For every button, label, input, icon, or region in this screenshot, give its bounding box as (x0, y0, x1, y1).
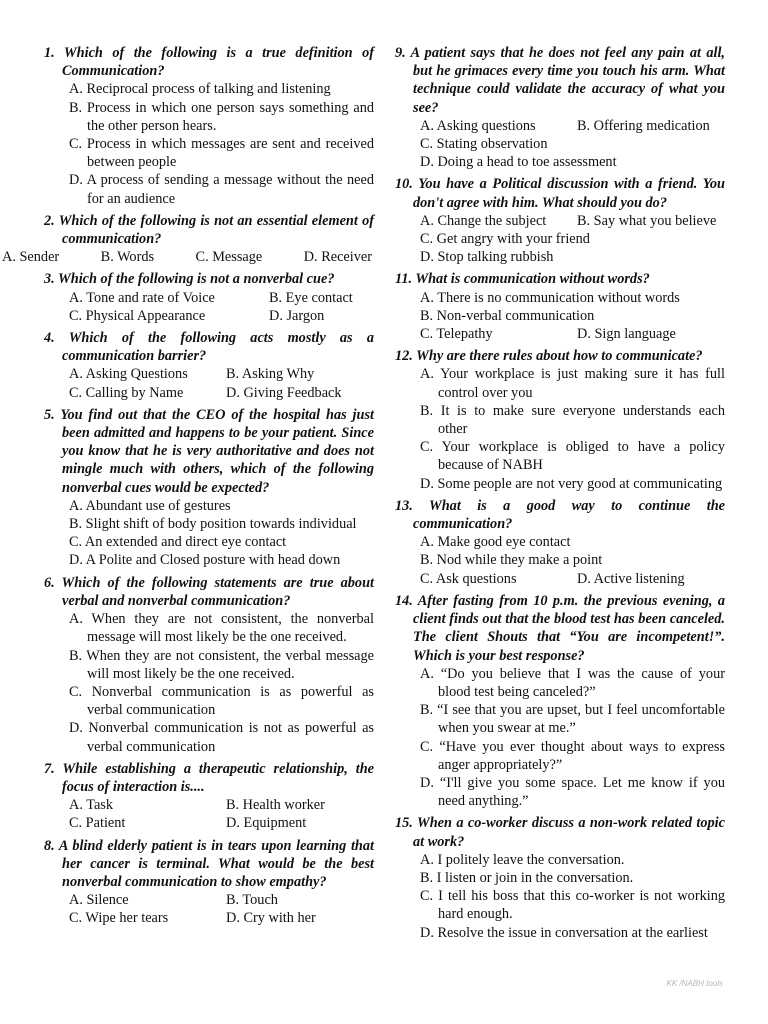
option-a: A. Sender (2, 249, 60, 266)
option-d: D. Active listening (577, 570, 685, 587)
option-a: A. When they are not consistent, the nonverbal message will most likely be the one received. (69, 611, 374, 646)
question-4 (44, 329, 374, 402)
option-a: A. Task (69, 797, 114, 814)
option-c: C. Nonverbal communication is as powerful as verbal communication (69, 683, 374, 719)
option-b: B. When they are not consistent, the verbal message will most likely be the one received. (69, 647, 374, 682)
option-c: C. Ask questions (420, 570, 517, 587)
question-13 (395, 497, 725, 588)
question-text: 4. Which of the following acts mostly as a communication barrier? (44, 330, 374, 365)
option-a: A. Change the subject (420, 212, 547, 229)
question-10 (395, 175, 725, 266)
question-text: 2. Which of the following is not an essential element of communication? (44, 212, 374, 248)
question-text: 13. What is a good way to continue the communication? (395, 497, 725, 533)
option-d: D. Cry with her (226, 910, 316, 927)
option-d: D. Sign language (577, 326, 676, 343)
option-d: D. A process of sending a message without the need for an audience (69, 172, 374, 207)
option-c: C. I tell his boss that this co-worker is not working hard enough. (420, 888, 725, 923)
option-d: D. Giving Feedback (226, 384, 342, 401)
option-a: A. Abundant use of gestures (69, 497, 231, 514)
question-text: 14. After fasting from 10 p.m. the previous evening, a client finds out that the blood test has been canceled. The client Shouts that “You are incompetent!”. Which is your best response? (395, 592, 725, 664)
option-c: C. Message (195, 249, 263, 266)
option-c: C. Process in which messages are sent and received between people (69, 136, 374, 171)
option-c: C. An extended and direct eye contact (69, 534, 287, 551)
question-9 (395, 44, 725, 171)
question-3 (44, 270, 374, 325)
left-column (2, 44, 374, 932)
option-b: B. Words (100, 249, 155, 266)
question-text: 6. Which of the following statements are true about verbal and nonverbal communication? (44, 574, 374, 609)
option-b: B. “I see that you are upset, but I feel uncomfortable when you swear at me.” (420, 702, 725, 737)
option-b: B. Health worker (226, 797, 325, 814)
option-a: A. Asking Questions (69, 366, 188, 383)
option-b: B. Eye contact (269, 289, 353, 306)
right-column (395, 44, 725, 946)
option-d: D. Jargon (269, 307, 325, 324)
option-d: D. A Polite and Closed posture with head down (69, 552, 341, 569)
option-a: A. Your workplace is just making sure it has full control over you (420, 366, 725, 401)
option-a: A. Asking questions (420, 117, 536, 134)
question-14 (395, 592, 725, 810)
option-b: B. Touch (226, 892, 278, 909)
option-d: D. Stop talking rubbish (420, 249, 554, 266)
option-a: A. Reciprocal process of talking and listening (69, 81, 331, 98)
option-d: D. Resolve the issue in conversation at the earliest (420, 924, 708, 941)
option-a: A. Tone and rate of Voice (69, 289, 215, 306)
question-5 (44, 406, 374, 570)
question-7 (44, 760, 374, 833)
question-text: 5. You find out that the CEO of the hospital has just been admitted and happens to be your patient. Since you know that he is very authoritative and does not mingle much with others, which of the following nonverbal cues would be expected? (44, 406, 374, 496)
option-c: C. Patient (69, 815, 126, 832)
option-a: A. There is no communication without words (420, 289, 680, 306)
option-d: D. Nonverbal communication is not as powerful as verbal communication (69, 720, 374, 755)
option-c: C. Wipe her tears (69, 910, 169, 927)
option-a: A. I politely leave the conversation. (420, 851, 625, 868)
option-b: B. Slight shift of body position towards individual (69, 516, 357, 533)
question-12 (395, 347, 725, 493)
question-text: 12. Why are there rules about how to communicate? (395, 348, 703, 365)
question-text: 9. A patient says that he does not feel any pain at all, but he grimaces every time you touch his arm. What technique could validate the accuracy of what you see? (395, 45, 725, 116)
option-d: D. Some people are not very good at communicating (420, 475, 723, 492)
option-d: D. Doing a head to toe assessment (420, 154, 617, 171)
option-c: C. Your workplace is obliged to have a policy because of NABH (420, 439, 725, 474)
option-b: B. It is to make sure everyone understands each other (420, 402, 725, 438)
option-c: C. Calling by Name (69, 384, 184, 401)
question-15 (395, 814, 725, 941)
option-b: B. I listen or join in the conversation. (420, 869, 634, 886)
option-a: A. Make good eye contact (420, 534, 571, 551)
option-c: C. Telepathy (420, 326, 493, 343)
question-2 (2, 212, 374, 267)
question-text: 3. Which of the following is not a nonverbal cue? (44, 271, 335, 288)
question-text: 10. You have a Political discussion with a friend. You don't agree with him. What should you do? (395, 176, 725, 211)
option-c: C. “Have you ever thought about ways to express anger appropriately?” (420, 738, 725, 773)
option-b: B. Offering medication (577, 117, 710, 134)
question-1 (44, 44, 374, 208)
option-d: D. Equipment (226, 815, 307, 832)
option-d: D. Receiver (303, 249, 372, 266)
question-8 (44, 837, 374, 928)
option-c: C. Physical Appearance (69, 307, 206, 324)
question-text: 7. While establishing a therapeutic relationship, the focus of interaction is.... (44, 760, 374, 795)
option-b: B. Say what you believe (577, 212, 717, 229)
option-c: C. Get angry with your friend (420, 231, 590, 248)
option-b: B. Nod while they make a point (420, 552, 603, 569)
option-d: D. “I'll give you some space. Let me know if you need anything.” (420, 774, 725, 810)
option-b: B. Process in which one person says something and the other person hears. (69, 99, 374, 134)
question-text: 8. A blind elderly patient is in tears upon learning that her cancer is terminal. What would be the best nonverbal communication to show empathy? (44, 837, 374, 890)
option-a: A. “Do you believe that I was the cause of your blood test being canceled?” (420, 665, 725, 700)
question-text: 1. Which of the following is a true definition of Communication? (44, 45, 374, 80)
question-text: 11. What is communication without words? (395, 271, 650, 288)
option-a: A. Silence (69, 892, 129, 909)
question-6 (44, 574, 374, 756)
question-text: 15. When a co-worker discuss a non-work related topic at work? (395, 815, 725, 850)
option-c: C. Stating observation (420, 136, 548, 153)
option-b: B. Asking Why (226, 366, 315, 383)
option-b: B. Non-verbal communication (420, 307, 595, 324)
footer-watermark: KK /NABH tools (666, 979, 723, 988)
question-11 (395, 270, 725, 343)
